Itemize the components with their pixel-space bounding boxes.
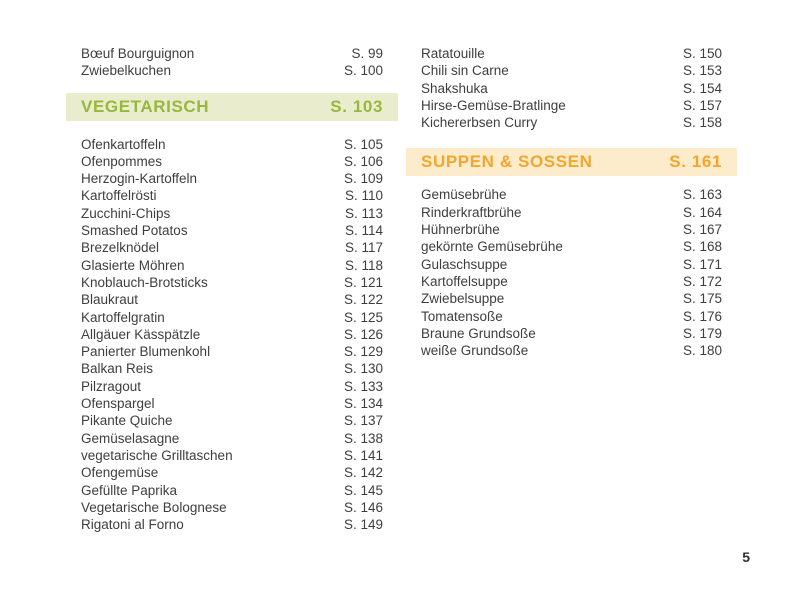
toc-entry — [406, 221, 737, 238]
recipe-page-number: S. 110 — [344, 188, 383, 204]
recipe-page-number: S. 164 — [682, 204, 722, 220]
recipe-page-number: S. 130 — [343, 361, 383, 377]
recipe-page-number: S. 141 — [343, 447, 383, 463]
recipe-page-number: S. 100 — [343, 63, 383, 79]
recipe-page-number: S. 168 — [682, 239, 722, 255]
recipe-page-number: S. 99 — [351, 46, 383, 61]
toc-entry — [66, 291, 398, 308]
recipe-title: gekörnte Gemüsebrühe — [421, 239, 563, 255]
recipe-title: Chili sin Carne — [421, 63, 509, 79]
recipe-title: Ofenpommes — [81, 153, 163, 169]
recipe-page-number: S. 106 — [343, 153, 383, 169]
recipe-page-number: S. 145 — [343, 482, 383, 498]
recipe-page-number: S. 150 — [682, 46, 722, 61]
toc-entry — [66, 205, 398, 222]
toc-entry — [66, 499, 398, 516]
section-title: SUPPEN & SOSSEN — [421, 152, 593, 172]
recipe-page-number: S. 122 — [343, 292, 383, 308]
toc-left-column — [66, 45, 398, 533]
recipe-page-number: S. 125 — [343, 309, 383, 325]
toc-entry — [66, 222, 398, 239]
toc-entry — [406, 238, 737, 255]
recipe-page-number: S. 117 — [344, 240, 383, 256]
toc-entry — [406, 186, 737, 203]
recipe-title: Ofenspargel — [81, 396, 155, 412]
toc-entry — [406, 114, 737, 131]
recipe-title: Gefüllte Paprika — [81, 482, 178, 498]
recipe-page-number: S. 176 — [682, 308, 722, 324]
toc-left-top-entries — [66, 45, 398, 80]
recipe-title: Braune Grundsoße — [421, 325, 536, 341]
recipe-page-number: S. 154 — [682, 80, 722, 96]
toc-entry — [406, 256, 737, 273]
recipe-title: Zwiebelkuchen — [81, 63, 172, 79]
toc-entry — [66, 343, 398, 360]
toc-entry — [406, 342, 737, 359]
recipe-page-number: S. 126 — [343, 326, 383, 342]
recipe-title: Kartoffelrösti — [81, 188, 157, 204]
recipe-title: Balkan Reis — [81, 361, 154, 377]
toc-entry — [66, 153, 398, 170]
recipe-title: Zwiebelsuppe — [421, 291, 505, 307]
section-title: VEGETARISCH — [81, 96, 210, 116]
folio-page-number: 5 — [742, 549, 750, 565]
section-header-vegetarisch — [66, 93, 398, 121]
toc-entry — [66, 257, 398, 274]
recipe-title: Pikante Quiche — [81, 413, 173, 429]
toc-entry — [66, 239, 398, 256]
toc-right-column — [406, 45, 737, 359]
toc-entry — [66, 464, 398, 481]
toc-right-entries — [406, 186, 737, 359]
recipe-page-number: S. 137 — [343, 413, 383, 429]
toc-entry — [406, 97, 737, 114]
recipe-page-number: S. 134 — [343, 396, 383, 412]
recipe-title: Panierter Blumenkohl — [81, 344, 211, 360]
toc-entry — [66, 482, 398, 499]
recipe-title: Ofenkartoffeln — [81, 136, 166, 152]
recipe-page-number: S. 175 — [682, 291, 722, 307]
toc-left-entries — [66, 136, 398, 534]
section-page: S. 103 — [330, 96, 383, 116]
recipe-title: Gemüselasagne — [81, 430, 180, 446]
recipe-page-number: S. 180 — [682, 343, 722, 359]
toc-entry — [66, 516, 398, 533]
toc-entry — [406, 204, 737, 221]
recipe-title: Bœuf Bourguignon — [81, 46, 195, 61]
recipe-title: Herzogin-Kartoffeln — [81, 171, 198, 187]
toc-entry — [66, 62, 398, 79]
recipe-page-number: S. 129 — [343, 344, 383, 360]
toc-entry — [406, 80, 737, 97]
recipe-title: Gulaschsuppe — [421, 256, 508, 272]
recipe-page-number: S. 171 — [682, 256, 722, 272]
recipe-page-number: S. 109 — [343, 171, 383, 187]
toc-entry — [406, 45, 737, 62]
recipe-title: Pilzragout — [81, 378, 142, 394]
recipe-page-number: S. 113 — [344, 205, 383, 221]
toc-entry — [406, 290, 737, 307]
toc-entry — [66, 360, 398, 377]
recipe-page-number: S. 114 — [344, 223, 383, 239]
recipe-page-number: S. 146 — [343, 499, 383, 515]
recipe-title: Zucchini-Chips — [81, 205, 171, 221]
toc-entry — [66, 45, 398, 62]
recipe-title: Blaukraut — [81, 292, 139, 308]
toc-right-top-entries — [406, 45, 737, 131]
recipe-page-number: S. 133 — [343, 378, 383, 394]
recipe-title: Shakshuka — [421, 80, 488, 96]
toc-entry — [66, 378, 398, 395]
toc-entry — [66, 187, 398, 204]
recipe-title: Tomatensoße — [421, 308, 503, 324]
recipe-title: Kartoffelgratin — [81, 309, 165, 325]
recipe-title: Hühnerbrühe — [421, 222, 500, 238]
recipe-title: Ratatouille — [421, 46, 485, 61]
recipe-title: Vegetarische Bolognese — [81, 499, 227, 515]
toc-entry — [406, 62, 737, 79]
toc-entry — [66, 309, 398, 326]
recipe-page-number: S. 163 — [682, 187, 722, 203]
recipe-page-number: S. 153 — [682, 63, 722, 79]
recipe-title: Kartoffelsuppe — [421, 273, 508, 289]
recipe-title: Brezelknödel — [81, 240, 160, 256]
recipe-page-number: S. 121 — [343, 274, 383, 290]
recipe-page-number: S. 118 — [344, 257, 383, 273]
recipe-page-number: S. 179 — [682, 325, 722, 341]
toc-entry — [66, 170, 398, 187]
recipe-title: Glasierte Möhren — [81, 257, 185, 273]
toc-entry — [66, 447, 398, 464]
recipe-page-number: S. 142 — [343, 465, 383, 481]
recipe-title: Knoblauch-Brotsticks — [81, 274, 208, 290]
toc-entry — [66, 326, 398, 343]
section-page: S. 161 — [669, 152, 722, 172]
recipe-title: Ofengemüse — [81, 465, 159, 481]
recipe-title: Gemüsebrühe — [421, 187, 507, 203]
toc-entry — [66, 395, 398, 412]
recipe-page-number: S. 172 — [682, 273, 722, 289]
recipe-title: vegetarische Grilltaschen — [81, 447, 233, 463]
recipe-page-number: S. 138 — [343, 430, 383, 446]
toc-entry — [66, 412, 398, 429]
recipe-title: weiße Grundsoße — [421, 343, 529, 359]
recipe-page-number: S. 157 — [682, 97, 722, 113]
section-header-suppen-sossen — [406, 148, 737, 176]
toc-entry — [66, 136, 398, 153]
recipe-title: Smashed Potatos — [81, 223, 188, 239]
toc-entry — [66, 274, 398, 291]
recipe-page-number: S. 167 — [682, 222, 722, 238]
recipe-page-number: S. 149 — [343, 517, 383, 533]
recipe-page-number: S. 158 — [682, 115, 722, 131]
toc-entry — [406, 308, 737, 325]
toc-entry — [406, 325, 737, 342]
recipe-title: Rinderkraftbrühe — [421, 204, 522, 220]
toc-entry — [66, 430, 398, 447]
recipe-title: Kichererbsen Curry — [421, 115, 538, 131]
recipe-page-number: S. 105 — [343, 136, 383, 152]
recipe-title: Hirse-Gemüse-Bratlinge — [421, 97, 566, 113]
recipe-title: Rigatoni al Forno — [81, 517, 184, 533]
recipe-title: Allgäuer Kässpätzle — [81, 326, 201, 342]
toc-entry — [406, 273, 737, 290]
